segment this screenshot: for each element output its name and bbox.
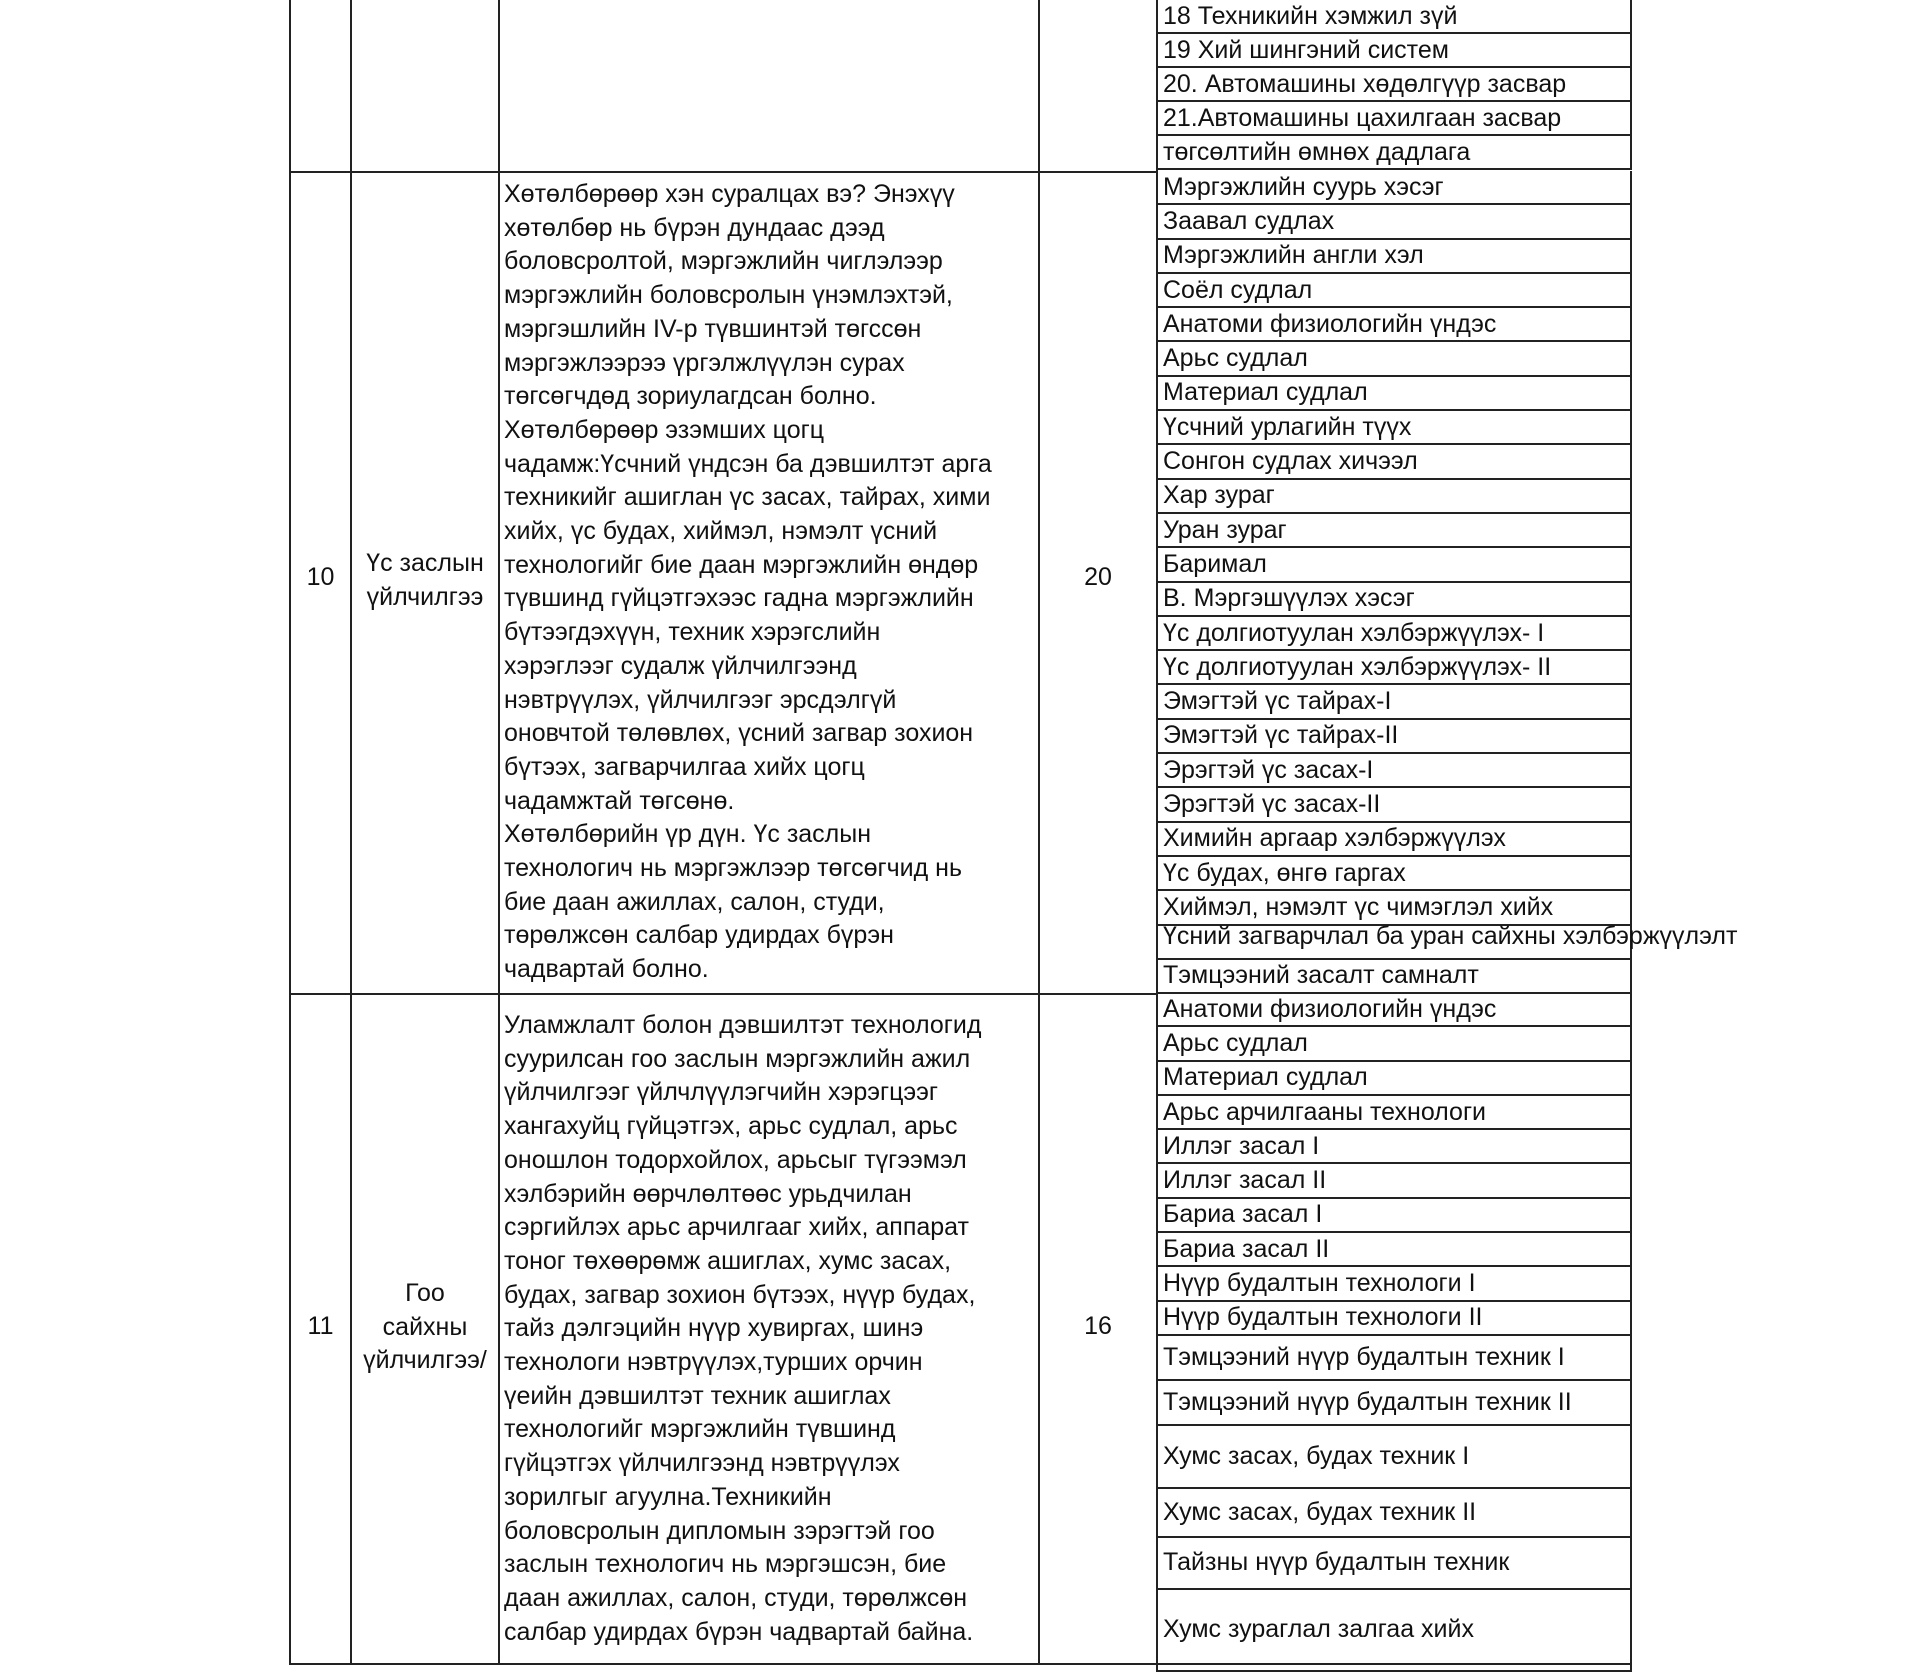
- program-name-line: үйлчилгээ: [366, 582, 484, 611]
- description-line: нэвтрүүлэх, үйлчилгээг эрсдэлгүй: [504, 685, 897, 714]
- description-line: технологийг мэргэжлийн түвшинд: [504, 1415, 896, 1444]
- description-line: бүтээгдэхүүн, техник хэрэгслийн: [504, 618, 881, 647]
- description-line: боловсролын дипломын зэрэгтэй гоо: [504, 1516, 935, 1545]
- subject-list-row-10: [1156, 171, 1738, 994]
- description-line: үйлчилгээг үйлчлүүлэгчийн хэрэгцээг: [504, 1078, 939, 1107]
- subject-item: Материал судлал: [1158, 1062, 1630, 1096]
- description-line: чадамж:Үсчний үндсэн ба дэвшилтэт арга: [504, 449, 992, 478]
- subject-item: Эмэгтэй үс тайрах-II: [1158, 720, 1630, 754]
- subject-item: Химийн аргаар хэлбэржүүлэх: [1158, 823, 1630, 857]
- program-name-line: Гоо: [405, 1279, 445, 1307]
- subject-item: Бариа засал I: [1158, 1199, 1630, 1233]
- subject-item: Тэмцээний нүүр будалтын техник I: [1158, 1336, 1630, 1381]
- description-line: түвшинд гүйцэтгэхээс гадна мэргэжлийн: [504, 584, 974, 613]
- subject-item: Анатоми физиологийн үндэс: [1158, 993, 1630, 1027]
- description-line: бүтээх, загварчилгаа хийх цогц: [504, 752, 865, 781]
- subject-count: 20: [1084, 563, 1112, 591]
- row-number: 11: [307, 1312, 334, 1340]
- description-line: оновчтой төлөвлөх, үсний загвар зохион: [504, 719, 974, 748]
- row-number: 10: [306, 563, 335, 591]
- subject-item: Материал судлал: [1158, 377, 1630, 411]
- description-line: мэргэжлийн боловсролын үнэмлэхтэй,: [504, 281, 953, 310]
- subject-item: Нүүр будалтын технологи I: [1158, 1267, 1630, 1301]
- subject-item: 21.Автомашины цахилгаан засвар: [1158, 102, 1630, 136]
- description-line: тоног төхөөрөмж ашиглах, хумс засах,: [504, 1246, 952, 1275]
- subject-item: Хумс зураглал залгаа хийх: [1158, 1590, 1630, 1672]
- description-line: боловсролтой, мэргэжлийн чиглэлээр: [504, 247, 943, 276]
- program-description: [504, 1009, 981, 1649]
- description-line: төгсөгчдөд зориулагдсан болно.: [504, 382, 877, 411]
- subject-item: Уран зураг: [1158, 514, 1630, 548]
- description-line: сэргийлэх арьс арчилгааг хийх, аппарат: [504, 1213, 969, 1242]
- description-line: тайз дэлгэцийн нүүр хувиргах, шинэ: [504, 1314, 924, 1343]
- subject-item: Үс долгиотуулан хэлбэржүүлэх- I: [1158, 617, 1630, 651]
- description-line: хэлбэрийн өөрчлөлтөөс урьдчилан: [504, 1179, 912, 1208]
- subject-item: Соёл судлал: [1158, 274, 1630, 308]
- description-line: гүйцэтгэх үйлчилгээнд нэвтрүүлэх: [504, 1449, 900, 1478]
- subject-item: Сонгон судлах хичээл: [1158, 445, 1630, 479]
- subject-item: Хиймэл, нэмэлт үс чимэглэл хийх: [1158, 891, 1630, 925]
- subject-item: Иллэг засал II: [1158, 1164, 1630, 1198]
- description-line: техникийг ашиглан үс засах, тайрах, хими: [504, 483, 991, 512]
- subject-list-row-11: [1156, 993, 1632, 1672]
- col-divider: [498, 0, 500, 1665]
- program-name: [352, 1277, 498, 1378]
- subject-item: Тэмцээний засалт самналт: [1158, 960, 1630, 994]
- subject-count: 16: [1084, 1312, 1112, 1340]
- description-line: хангахуйц гүйцэтгэх, арьс судлал, арьс: [504, 1112, 958, 1141]
- subject-item: Хар зураг: [1158, 480, 1630, 514]
- description-line: мэргэшлийн IV-р түвшинтэй төгссөн: [504, 314, 922, 343]
- col-divider: [350, 0, 352, 1665]
- subject-item: Тэмцээний нүүр будалтын техник II: [1158, 1381, 1630, 1426]
- description-line: технологи нэвтрүүлэх,турших орчин: [504, 1348, 923, 1377]
- description-line: заслын технологич нь мэргэшсэн, бие: [504, 1550, 947, 1579]
- subject-item: төгсөлтийн өмнөх дадлага: [1158, 136, 1630, 170]
- description-line: салбар удирдах бүрэн чадвартай байна.: [504, 1617, 974, 1646]
- description-line: технологич нь мэргэжлээр төгсөгчид нь: [504, 854, 962, 883]
- row-divider: [289, 171, 1158, 173]
- subject-item: Эрэгтэй үс засах-II: [1158, 788, 1630, 822]
- subject-item: Тайзны нүүр будалтын техник: [1158, 1538, 1630, 1590]
- description-line: үеийн дэвшилтэт техник ашиглах: [504, 1381, 891, 1410]
- description-line: хөтөлбөр нь бүрэн дундаас дээд: [504, 213, 885, 242]
- description-line: оношлон тодорхойлох, арьсыг түгээмэл: [504, 1145, 967, 1174]
- description-line: хэрэглээг судалж үйлчилгээнд: [504, 651, 857, 680]
- subject-item: Мэргэжлийн суурь хэсэг: [1158, 171, 1630, 205]
- description-line: Уламжлалт болон дэвшилтэт технологид: [504, 1011, 982, 1039]
- subject-list-previous-row: [1156, 0, 1632, 170]
- subject-item: 18 Техникийн хэмжил зүй: [1158, 0, 1630, 34]
- subject-item: Үс будах, өнгө гаргах: [1158, 857, 1630, 891]
- subject-item: Баримал: [1158, 548, 1630, 582]
- description-line: төрөлжсөн салбар удирдах бүрэн: [504, 921, 894, 950]
- program-name: [352, 547, 498, 614]
- description-line: хийх, үс будах, хиймэл, нэмэлт үсний: [504, 517, 938, 546]
- subject-item: Эрэгтэй үс засах-I: [1158, 754, 1630, 788]
- description-line: чадвартай болно.: [504, 955, 709, 984]
- program-name-line: сайхны: [382, 1312, 468, 1341]
- subject-item: 20. Автомашины хөдөлгүүр засвар: [1158, 68, 1630, 102]
- subject-item: Үсний загварчлал ба уран сайхны хэлбэржүүлэлт: [1158, 926, 1630, 960]
- description-line: зорилгыг агуулна.Техникийн: [504, 1482, 832, 1511]
- subject-item: Үсчний урлагийн түүх: [1158, 411, 1630, 445]
- subject-item: В. Мэргэшүүлэх хэсэг: [1158, 583, 1630, 617]
- subject-item: Хумс засах, будах техник I: [1158, 1426, 1630, 1489]
- subject-item: Бариа засал II: [1158, 1233, 1630, 1267]
- subject-item: Үс долгиотуулан хэлбэржүүлэх- II: [1158, 651, 1630, 685]
- description-line: Хөтөлбөрөөр хэн суралцах вэ? Энэхүү: [504, 180, 955, 208]
- subject-item: Хумс засах, будах техник II: [1158, 1489, 1630, 1538]
- subject-item: Иллэг засал I: [1158, 1130, 1630, 1164]
- description-line: суурилсан гоо заслын мэргэжлийн ажил: [504, 1044, 971, 1073]
- program-description: [504, 178, 992, 987]
- program-name-line: Үс заслын: [366, 549, 484, 577]
- description-line: мэргэжлээрээ үргэлжлүүлэн сурах: [504, 348, 905, 377]
- description-line: даан ажиллах, салон, студи, төрөлжсөн: [504, 1583, 968, 1612]
- row-divider: [289, 993, 1158, 995]
- program-name-line: үйлчилгээ/: [363, 1346, 487, 1375]
- subject-item: Мэргэжлийн англи хэл: [1158, 240, 1630, 274]
- subject-item: 19 Хий шингэний систем: [1158, 34, 1630, 68]
- description-line: Хөтөлбөрөөр эзэмших цогц: [504, 415, 825, 444]
- col-divider: [1038, 0, 1040, 1665]
- description-line: будах, загвар зохион бүтээх, нүүр будах,: [504, 1280, 976, 1309]
- subject-item: Нүүр будалтын технологи II: [1158, 1302, 1630, 1336]
- subject-item: Арьс судлал: [1158, 342, 1630, 376]
- subject-item: Заавал судлах: [1158, 205, 1630, 239]
- subject-item: Арьс судлал: [1158, 1027, 1630, 1061]
- col-divider: [289, 0, 291, 1665]
- subject-item: Арьс арчилгааны технологи: [1158, 1096, 1630, 1130]
- description-line: чадамжтай төгсөнө.: [504, 786, 735, 815]
- subject-item: Анатоми физиологийн үндэс: [1158, 308, 1630, 342]
- description-line: бие даан ажиллах, салон, студи,: [504, 887, 885, 916]
- description-line: Хөтөлбөрийн үр дүн. Үс заслын: [504, 820, 872, 849]
- subject-item: Эмэгтэй үс тайрах-I: [1158, 685, 1630, 719]
- description-line: технологийг бие даан мэргэжлийн өндөр: [504, 550, 979, 579]
